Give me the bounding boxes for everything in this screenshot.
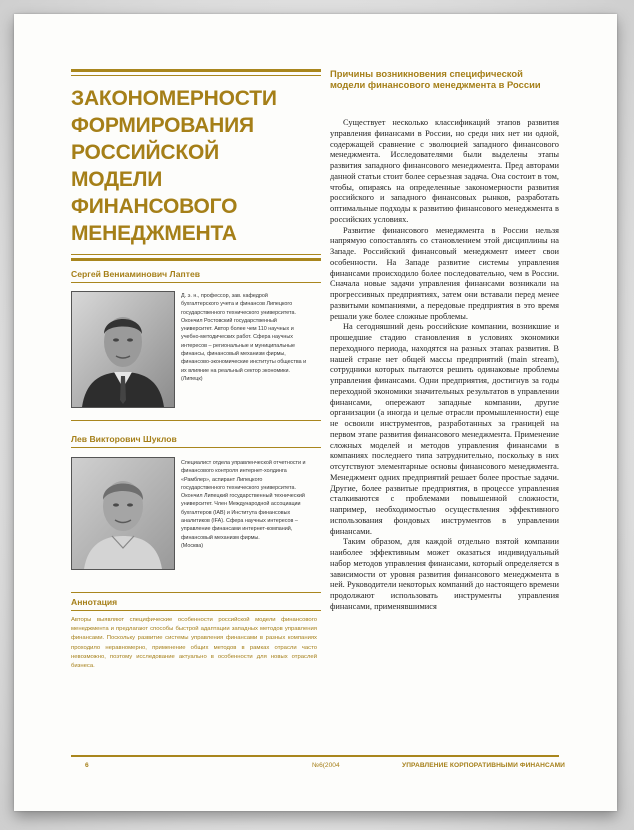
journal-name: УПРАВЛЕНИЕ КОРПОРАТИВНЫМИ ФИНАНСАМИ	[402, 762, 565, 769]
article-title: ЗАКОНОМЕРНОСТИ ФОРМИРОВАНИЯ РОССИЙСКОЙ МОДЕЛИ ФИНАНСОВОГО МЕНЕДЖМЕНТА	[71, 87, 277, 245]
footer-rule	[71, 755, 559, 757]
author-2-name: Лев Викторович Шуклов	[71, 434, 177, 444]
author-1-photo	[71, 291, 175, 408]
author-1-city: (Липецк)	[181, 375, 203, 382]
issue-number: №6(2004	[312, 762, 340, 769]
author-2-bio	[181, 459, 307, 550]
author-1-bio-text: Д. э. н., профессор, зав. кафедрой бухгалтерского учета и финансов Липецкого государственного технического университета. Окончил Ростовский государственный университет. Автор более чем 110 научных и учебно-методических работ. Сфера научных интересов – региональные и муниципальные финансы, финансовый механизм фирмы, финансово-экономические институты общества и их влияние на реальный сектор экономики.	[181, 293, 307, 374]
author-separator	[71, 420, 321, 421]
abstract-heading-rule	[71, 610, 321, 611]
author-2-rule	[71, 447, 321, 448]
paragraph: Таким образом, для каждой отдельно взятой компании наиболее эффективным может оказаться индивидуальный набор методов управления финансами, который определяется в зависимости от уровня развития финансового менеджмента в ней. Руководители некоторых компаний до настоящего времени продолжают использовать инструменты управления финансами, применявшимися	[330, 537, 559, 611]
title-bottom-rule	[71, 258, 321, 261]
abstract-top-rule	[71, 592, 321, 593]
title-bottom-rule-thin	[71, 254, 321, 255]
author-1-bio	[181, 292, 307, 383]
paragraph: На сегодняшний день российские компании, возникшие и прошедшие стадию становления в условиях экономики переходного периода, находятся на разных этапах развития. В нашей стране нет общей массы предприятий (main stream), сотрудники которых пытаются решить одинаковые проблемы управления финансами. Одни предприятия, достигнув за годы переходной экономики значительных результатов в управлении финансами, опережают западные компании, другие организации (а иногда и целые отрасли промышленности) еще не освоили инструментов, разработанных за границей на первом этапе развития финансового менеджмента. Применение сложных моделей и методов управления финансами в компаниях последнего типа затруднительно, поскольку в них отсутствуют элементарные основы финансового менеджмента. Менеджмент одних предприятий решает более простые задачи. Другие, более развитые предприятия, в процессе управления сталкиваются с проблемами повышенной сложности, например, необходимостью осуществления эффективного использования фондовых инструментов в управлении финансами.	[330, 322, 559, 536]
author-2-bio-text: Специалист отдела управленческой отчетности и финансового контроля интернет-холдинга «Рамблер», аспирант Липецкого государственного технического университета. Окончил Липецкий государственный технический университет. Член Международной ассоциации бухгалтеров (IAB) и Института финансовых аналитиков (IFA). Сфера научных интересов – управление финансами интернет-компаний, финансовый механизм фирмы.	[181, 460, 306, 541]
title-top-rule	[71, 69, 321, 72]
portrait-image	[72, 458, 174, 569]
abstract-text: Авторы выявляют специфические особенности российской модели финансового менеджмента и предлагают способы быстрой адаптации западных методов управления финансами. Поскольку развитие системы управления финансами в разных компаниях проходило неравномерно, применение общих методов в рамках отрасли часто невозможно, поэтому исследование актуально в особенности для новых отраслей бизнеса.	[71, 617, 317, 670]
title-top-rule-thin	[71, 75, 321, 76]
page-number: 6	[85, 762, 89, 769]
author-1-rule	[71, 282, 321, 283]
author-2-city: (Москва)	[181, 542, 203, 549]
author-2-photo	[71, 457, 175, 570]
paragraph: Развитие финансового менеджмента в России нельзя напрямую сопоставлять со становлением этой дисциплины на Западе. Российский финансовый менеджмент имеет свои особенности. На Западе развитие системы управления финансами происходило более последовательно, чем в России. Сначала новые задачи управления финансами возникали на прогрессивных предприятиях, затем они вставали перед менее развитыми компаниями, а передовые предприятия в это время решали уже более сложные проблемы.	[330, 225, 559, 321]
portrait-image	[72, 292, 174, 407]
author-1-name: Сергей Вениаминович Лаптев	[71, 269, 201, 279]
magazine-page	[14, 14, 617, 811]
paragraph: Существует несколько классификаций этапов развития управления финансами в России, но среди них нет ни одной, содержащей сравнение с эволюцией западного финансового менеджмента. Исследователями были выделены этапы развития западного финансового менеджмента. Пред авторами данной статьи стоит более серьезная задача. Она состоит в том, чтобы, опираясь на определенные закономерности развития российского и западного финансовых рынков, разработать оптимальные подходы к развитию финансового менеджмента в российских условиях.	[330, 118, 559, 224]
article-body	[330, 118, 559, 613]
abstract-heading: Аннотация	[71, 597, 118, 607]
section-heading: Причины возникновения специфической модели финансового менеджмента в России	[330, 68, 541, 90]
